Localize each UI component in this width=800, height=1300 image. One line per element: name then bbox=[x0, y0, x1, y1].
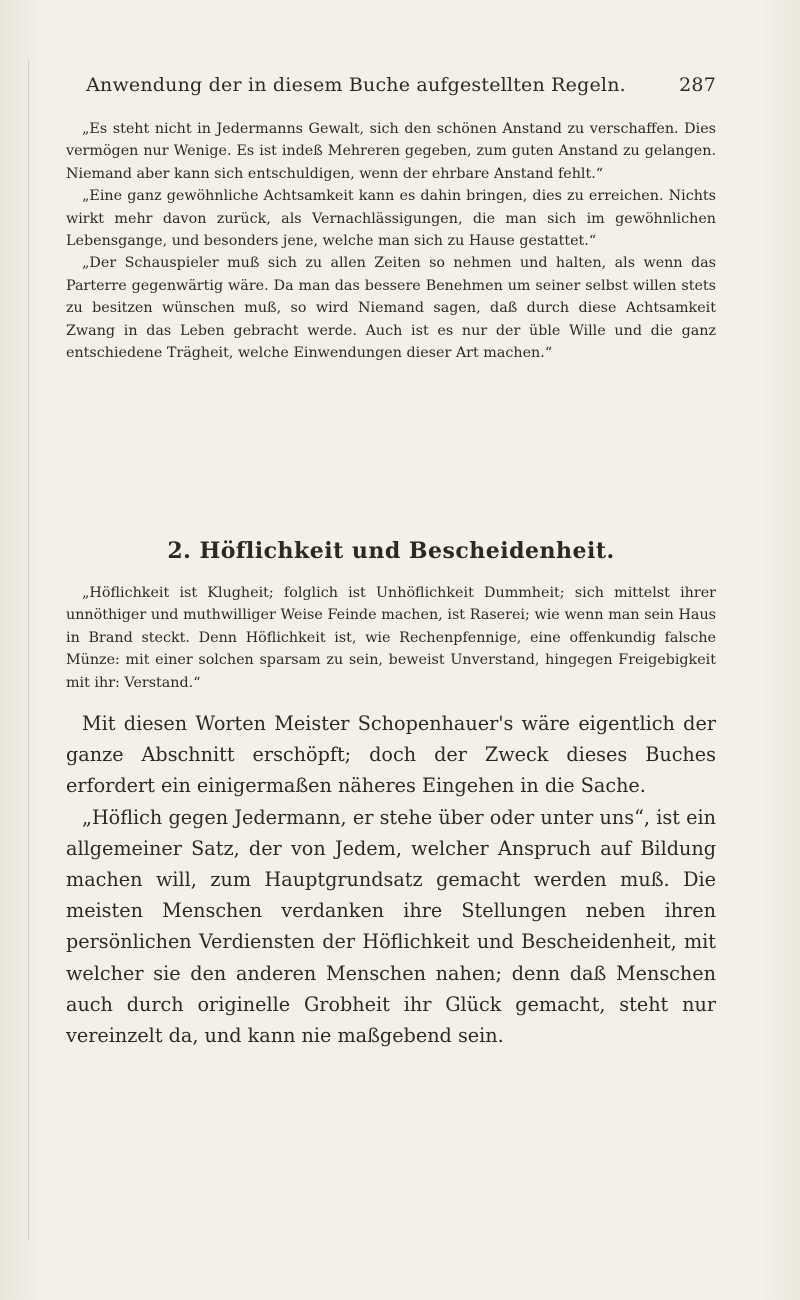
quote-paragraph: „Es steht nicht in Jedermanns Gewalt, sich den schönen Anstand zu verschaffen. Dies vermögen nur Wenige. Es ist indeß Mehreren gegeben, zum guten Anstand zu gelangen. Niemand aber kann sich entschuldigen, wenn der ehrbare Anstand fehlt.“ bbox=[66, 121, 716, 182]
gutter-shadow bbox=[28, 60, 29, 1240]
section-quote: „Höflichkeit ist Klugheit; folglich ist Unhöflichkeit Dummheit; sich mittelst ihrer unnöthiger und muthwilliger Weise Feinde machen, ist Raserei; wie wenn man sein Haus in Brand steckt. Denn Höflichkeit ist, wie Rechenpfennige, eine offenkundig falsche Münze: mit einer solchen sparsam zu sein, beweist Unverstand, hingegen Freigebigkeit mit ihr: Verstand.“ bbox=[66, 585, 716, 691]
body-paragraph: Mit diesen Worten Meister Schopenhauer's wäre eigentlich der ganze Abschnitt erschöpft; doch der Zweck dieses Buches erfordert ein einigermaßen näheres Eingehen in die Sache. bbox=[66, 712, 716, 798]
running-header bbox=[66, 70, 716, 100]
section-quote-block bbox=[66, 582, 716, 694]
running-title: Anwendung der in diesem Buche aufgestellten Regeln. bbox=[86, 74, 626, 96]
page-number: 287 bbox=[679, 74, 716, 96]
section-heading: 2. Höflichkeit und Bescheidenheit. bbox=[167, 538, 615, 564]
quote-block bbox=[66, 118, 716, 364]
body-text bbox=[66, 708, 716, 1051]
body-paragraph: „Höflich gegen Jedermann, er stehe über oder unter uns“, ist ein allgemeiner Satz, der von Jedem, welcher Anspruch auf Bildung machen will, zum Hauptgrundsatz gemacht werden muß. Die meisten Menschen verdanken ihre Stellungen neben ihren persönlichen Verdiensten der Höflichkeit und Bescheidenheit, mit welcher sie den anderen Menschen nahen; denn daß Menschen auch durch originelle Grobheit ihr Glück gemacht, steht nur vereinzelt da, und kann nie maßgebend sein. bbox=[66, 805, 716, 1048]
quote-paragraph: „Der Schauspieler muß sich zu allen Zeiten so nehmen und halten, als wenn das Parterre gegenwärtig wäre. Da man das bessere Benehmen um seiner selbst willen stets zu besitzen wünschen muß, so wird Niemand sagen, daß durch diese Achtsamkeit Zwang in das Leben gebracht werde. Auch ist es nur der üble Wille und die ganz entschiedene Trägheit, welche Einwendungen dieser Art machen.“ bbox=[66, 255, 716, 362]
quote-paragraph: „Eine ganz gewöhnliche Achtsamkeit kann es dahin bringen, dies zu erreichen. Nichts wirkt mehr davon zurück, als Vernachlässigungen, die man sich im gewöhnlichen Lebensgange, und besonders jene, welche man sich zu Hause gestattet.“ bbox=[66, 188, 716, 250]
